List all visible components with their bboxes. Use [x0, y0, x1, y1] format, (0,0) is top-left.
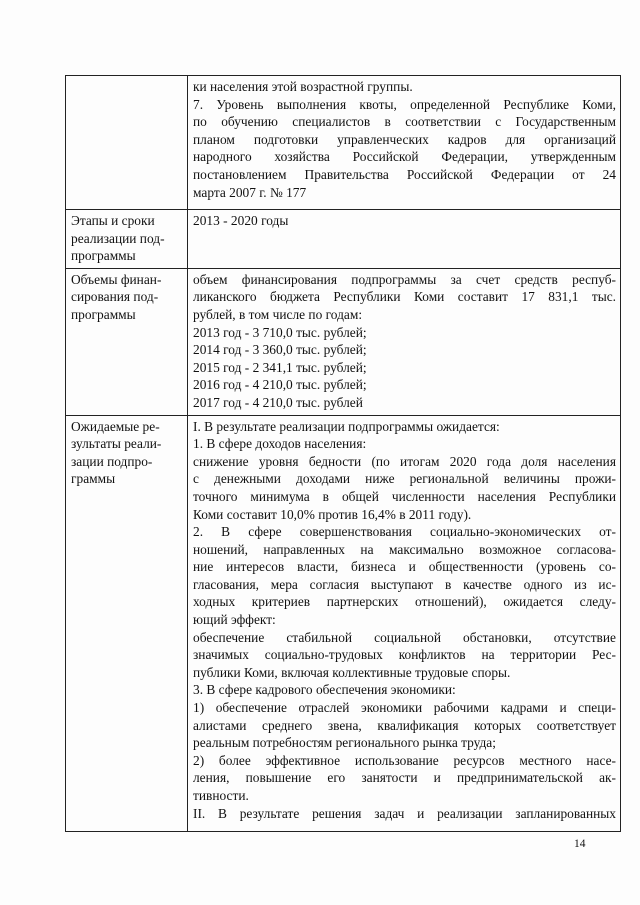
text-line: планом подготовки управленческих кадров для организаций: [193, 131, 616, 147]
text-line: публики Коми, включая коллективные трудовые споры.: [193, 664, 511, 680]
text-line: ления, повышение его занятости и предпринимательской ак-: [193, 770, 616, 786]
label-line: реализации под-: [71, 230, 165, 246]
text-line: 2015 год - 2 341,1 тыс. рублей;: [193, 359, 367, 375]
label-line: программы: [71, 306, 136, 322]
row-content-financing: [188, 268, 621, 415]
text-line: народного хозяйства Российской Федерации, утвержденным: [193, 149, 616, 165]
table-row-stages: [66, 210, 621, 269]
label-line: Ожидаемые ре-: [71, 418, 160, 434]
text-line: ки населения этой возрастной группы.: [193, 79, 413, 94]
label-line: Объемы финан-: [71, 271, 162, 287]
text-line: 1. В сфере доходов населения:: [193, 436, 367, 452]
text-line: снижение уровня бедности (по итогам 2020 года доля населения: [193, 453, 616, 469]
text-line: точного минимума в общей численности населения Республики: [193, 488, 616, 504]
text-line: 2) более эффективное использование ресурсов местного насе-: [193, 752, 616, 768]
text-line: 2013 год - 3 710,0 тыс. рублей;: [193, 324, 367, 340]
label-line: зации подпро-: [71, 453, 153, 469]
label-line: граммы: [71, 471, 116, 487]
text-line: ходных критериев партнерских отношений), ожидается следу-: [193, 594, 616, 610]
table-row-financing: [66, 268, 621, 415]
text-line: 2013 - 2020 годы: [193, 213, 289, 228]
row-content-indicators: [188, 76, 621, 210]
row-content-expected-results: [188, 415, 621, 831]
label-line: программы: [71, 248, 136, 264]
text-line: 2017 год - 4 210,0 тыс. рублей: [193, 394, 363, 410]
row-label-empty: [66, 76, 188, 210]
text-line: 2016 год - 4 210,0 тыс. рублей;: [193, 377, 367, 393]
text-line: значимых социально-трудовых конфликтов на территории Рес-: [193, 647, 616, 663]
text-line: по обучению специалистов в соответствии с Государственным: [193, 114, 616, 130]
text-line: 1) обеспечение отраслей экономики рабочими кадрами и специ-: [193, 700, 616, 716]
text-line: Коми составит 10,0% против 16,4% в 2011 году).: [193, 506, 472, 522]
text-line: ликанского бюджета Республики Коми составит 17 831,1 тыс.: [193, 289, 616, 305]
text-line: тивности.: [193, 788, 249, 803]
row-label-expected-results: [66, 415, 188, 831]
text-line: реальным потребностям регионального рынка труда;: [193, 735, 496, 751]
text-line: ние интересов власти, бизнеса и общественности (уровень со-: [193, 559, 616, 575]
program-passport-table: [65, 75, 621, 832]
text-line: 7. Уровень выполнения квоты, определенной Республике Коми,: [193, 96, 616, 112]
text-line: постановлением Правительства Российской Федерации от 24: [193, 166, 616, 182]
table-row-expected-results: [66, 415, 621, 831]
text-line: с денежными доходами ниже региональной величины прожи-: [193, 471, 616, 487]
text-line: рублей, в том числе по годам:: [193, 306, 363, 322]
text-line: объем финансирования подпрограммы за счет средств респуб-: [193, 271, 616, 287]
table-row-indicators: [66, 76, 621, 210]
label-line: сирования под-: [71, 289, 159, 305]
text-line: ющий эффект:: [193, 612, 276, 628]
text-line: I. В результате реализации подпрограммы ожидается:: [193, 418, 500, 434]
text-line: ношений, направленных на максимально возможное согласова-: [193, 541, 616, 557]
text-line: гласования, мера согласия выступают в качестве одного из ис-: [193, 576, 616, 592]
row-content-stages: [188, 210, 621, 269]
label-line: Этапы и сроки: [71, 213, 155, 228]
text-line: 2. В сфере совершенствования социально-экономических от-: [193, 524, 616, 540]
row-label-financing: [66, 268, 188, 415]
text-line: II. В результате решения задач и реализации запланированных: [193, 805, 616, 821]
text-line: 3. В сфере кадрового обеспечения экономики:: [193, 682, 456, 698]
label-line: зультаты реали-: [71, 436, 162, 452]
row-label-stages: [66, 210, 188, 269]
text-line: алистами среднего звена, квалификация которых соответствует: [193, 717, 616, 733]
text-line: марта 2007 г. № 177: [193, 184, 307, 200]
text-line: обеспечение стабильной социальной обстановки, отсутствие: [193, 629, 616, 645]
page-number: 14: [574, 838, 586, 850]
text-line: 2014 год - 3 360,0 тыс. рублей;: [193, 342, 367, 358]
